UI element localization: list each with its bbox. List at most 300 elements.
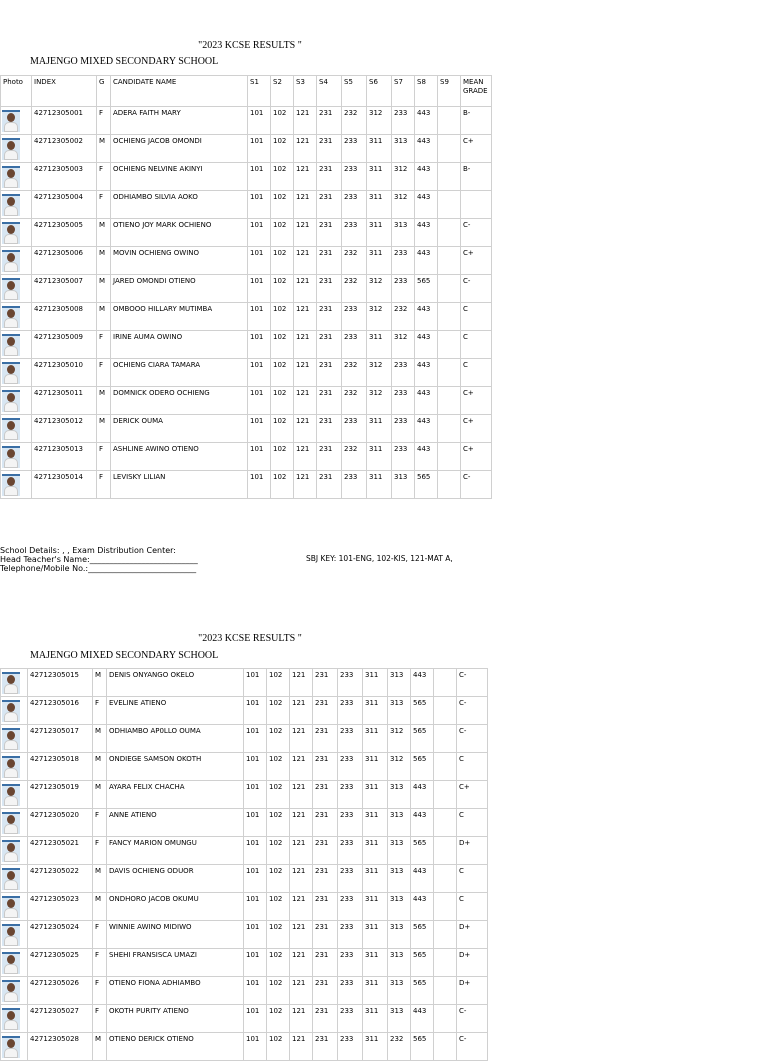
subject-cell-s2: 102 xyxy=(271,443,294,471)
photo-cell xyxy=(1,471,32,499)
subject-cell-s3: 121 xyxy=(290,669,313,697)
subject-cell-s9 xyxy=(438,387,461,415)
subject-cell-s5: 233 xyxy=(342,415,367,443)
mean-grade-cell: C- xyxy=(457,1005,488,1033)
mean-grade-cell: C xyxy=(461,303,492,331)
subject-cell-s5: 233 xyxy=(338,809,363,837)
subject-cell-s1: 101 xyxy=(244,893,267,921)
subject-cell-s6: 312 xyxy=(367,359,392,387)
subject-cell-s5: 233 xyxy=(338,781,363,809)
subject-cell-s8: 565 xyxy=(411,1033,434,1061)
index-cell: 42712305002 xyxy=(32,135,97,163)
subject-cell-s6: 312 xyxy=(367,107,392,135)
subject-cell-s1: 101 xyxy=(248,443,271,471)
subject-cell-s7: 233 xyxy=(392,275,415,303)
subject-cell-s5: 233 xyxy=(338,977,363,1005)
table-row xyxy=(1,107,492,135)
subject-cell-s5: 233 xyxy=(338,865,363,893)
mean-grade-cell: B- xyxy=(461,163,492,191)
candidate-name-cell: JARED OMONDI OTIENO xyxy=(111,275,248,303)
table-row xyxy=(1,809,488,837)
subject-cell-s5: 233 xyxy=(342,331,367,359)
gender-cell: F xyxy=(97,443,111,471)
subject-cell-s8: 443 xyxy=(415,191,438,219)
header-index: INDEX xyxy=(32,76,97,107)
subject-cell-s3: 121 xyxy=(294,443,317,471)
subject-cell-s5: 233 xyxy=(338,893,363,921)
subject-cell-s4: 231 xyxy=(317,359,342,387)
subject-cell-s7: 313 xyxy=(388,1005,411,1033)
gender-cell: M xyxy=(97,387,111,415)
subject-cell-s5: 232 xyxy=(342,443,367,471)
candidate-name-cell: LEVISKY LILIAN xyxy=(111,471,248,499)
candidate-name-cell: ONDIEGE SAMSON OKOTH xyxy=(107,753,244,781)
subject-cell-s6: 311 xyxy=(367,191,392,219)
subject-cell-s5: 233 xyxy=(338,753,363,781)
subject-cell-s8: 443 xyxy=(415,219,438,247)
gender-cell: M xyxy=(97,135,111,163)
photo-cell xyxy=(1,359,32,387)
subject-cell-s3: 121 xyxy=(290,837,313,865)
subject-cell-s7: 232 xyxy=(388,1033,411,1061)
subject-cell-s6: 312 xyxy=(367,303,392,331)
subject-cell-s4: 231 xyxy=(317,387,342,415)
table-row xyxy=(1,781,488,809)
candidate-name-cell: OTIENO JOY MARK OCHIENO xyxy=(111,219,248,247)
index-cell: 42712305013 xyxy=(32,443,97,471)
subject-cell-s4: 231 xyxy=(313,837,338,865)
school-name-1: MAJENGO MIXED SECONDARY SCHOOL xyxy=(30,56,219,67)
subject-cell-s6: 311 xyxy=(367,471,392,499)
header-s5: S5 xyxy=(342,76,367,107)
student-photo xyxy=(2,222,20,244)
subject-cell-s8: 565 xyxy=(411,753,434,781)
subject-cell-s6: 311 xyxy=(363,1005,388,1033)
subject-cell-s5: 232 xyxy=(342,247,367,275)
subject-cell-s8: 565 xyxy=(411,837,434,865)
subject-cell-s1: 101 xyxy=(248,191,271,219)
candidate-name-cell: ONDHORO JACOB OKUMU xyxy=(107,893,244,921)
gender-cell: F xyxy=(93,837,107,865)
subject-cell-s3: 121 xyxy=(294,247,317,275)
subject-cell-s2: 102 xyxy=(267,697,290,725)
gender-cell: F xyxy=(93,977,107,1005)
student-photo xyxy=(2,474,20,496)
subject-cell-s9 xyxy=(438,359,461,387)
subject-cell-s1: 101 xyxy=(244,809,267,837)
photo-cell xyxy=(1,781,28,809)
candidate-name-cell: OCHIENG JACOB OMONDI xyxy=(111,135,248,163)
gender-cell: M xyxy=(93,753,107,781)
subject-cell-s8: 565 xyxy=(415,275,438,303)
subject-cell-s3: 121 xyxy=(294,471,317,499)
subject-cell-s2: 102 xyxy=(267,725,290,753)
subject-cell-s7: 233 xyxy=(392,415,415,443)
gender-cell: F xyxy=(93,1005,107,1033)
table-row xyxy=(1,359,492,387)
subject-cell-s8: 443 xyxy=(415,443,438,471)
table-row xyxy=(1,387,492,415)
subject-cell-s2: 102 xyxy=(267,837,290,865)
subject-cell-s4: 231 xyxy=(313,809,338,837)
student-photo xyxy=(2,728,20,750)
student-photo xyxy=(2,700,20,722)
table-row xyxy=(1,865,488,893)
student-photo xyxy=(2,840,20,862)
subject-cell-s7: 312 xyxy=(392,191,415,219)
subject-cell-s4: 231 xyxy=(313,697,338,725)
photo-cell xyxy=(1,163,32,191)
subject-cell-s5: 233 xyxy=(338,837,363,865)
subject-cell-s6: 311 xyxy=(363,781,388,809)
subject-cell-s3: 121 xyxy=(294,387,317,415)
gender-cell: F xyxy=(97,359,111,387)
gender-cell: F xyxy=(93,697,107,725)
subject-cell-s4: 231 xyxy=(317,471,342,499)
subject-cell-s2: 102 xyxy=(271,387,294,415)
subject-cell-s3: 121 xyxy=(290,697,313,725)
index-cell: 42712305008 xyxy=(32,303,97,331)
table-row xyxy=(1,949,488,977)
subject-cell-s9 xyxy=(438,163,461,191)
header-photo: Photo xyxy=(1,76,32,107)
subject-cell-s1: 101 xyxy=(244,1005,267,1033)
table-row xyxy=(1,135,492,163)
subject-cell-s8: 565 xyxy=(411,697,434,725)
index-cell: 42712305001 xyxy=(32,107,97,135)
index-cell: 42712305011 xyxy=(32,387,97,415)
subject-cell-s5: 233 xyxy=(338,725,363,753)
subject-cell-s1: 101 xyxy=(248,219,271,247)
subject-cell-s2: 102 xyxy=(271,359,294,387)
subject-cell-s1: 101 xyxy=(244,725,267,753)
subject-cell-s3: 121 xyxy=(294,303,317,331)
subject-cell-s6: 312 xyxy=(367,275,392,303)
mean-grade-cell: C+ xyxy=(461,415,492,443)
subject-cell-s5: 232 xyxy=(342,387,367,415)
index-cell: 42712305028 xyxy=(28,1033,93,1061)
gender-cell: M xyxy=(93,893,107,921)
photo-cell xyxy=(1,893,28,921)
subject-cell-s3: 121 xyxy=(290,949,313,977)
gender-cell: M xyxy=(93,725,107,753)
subject-cell-s9 xyxy=(434,809,457,837)
subject-cell-s7: 313 xyxy=(388,865,411,893)
mean-grade-cell: B- xyxy=(461,107,492,135)
subject-cell-s4: 231 xyxy=(317,135,342,163)
subject-cell-s3: 121 xyxy=(294,359,317,387)
subject-cell-s1: 101 xyxy=(244,977,267,1005)
gender-cell: F xyxy=(97,331,111,359)
subject-cell-s5: 233 xyxy=(342,191,367,219)
table-row xyxy=(1,1005,488,1033)
student-photo xyxy=(2,166,20,188)
subject-cell-s8: 443 xyxy=(411,781,434,809)
subject-cell-s3: 121 xyxy=(290,893,313,921)
subject-cell-s2: 102 xyxy=(267,865,290,893)
subject-cell-s6: 311 xyxy=(363,753,388,781)
index-cell: 42712305018 xyxy=(28,753,93,781)
subject-cell-s2: 102 xyxy=(271,275,294,303)
subject-cell-s2: 102 xyxy=(267,753,290,781)
photo-cell xyxy=(1,753,28,781)
index-cell: 42712305006 xyxy=(32,247,97,275)
header-s7: S7 xyxy=(392,76,415,107)
gender-cell: F xyxy=(93,809,107,837)
photo-cell xyxy=(1,219,32,247)
photo-cell xyxy=(1,725,28,753)
subject-cell-s5: 232 xyxy=(342,359,367,387)
subject-cell-s9 xyxy=(434,753,457,781)
subject-cell-s2: 102 xyxy=(271,471,294,499)
subject-cell-s7: 233 xyxy=(392,443,415,471)
gender-cell: F xyxy=(97,191,111,219)
table-row xyxy=(1,443,492,471)
subject-cell-s2: 102 xyxy=(271,135,294,163)
mean-grade-cell: C+ xyxy=(461,443,492,471)
subject-cell-s6: 311 xyxy=(363,837,388,865)
gender-cell: M xyxy=(97,415,111,443)
mean-grade-cell: D+ xyxy=(457,949,488,977)
gender-cell: M xyxy=(97,219,111,247)
subject-cell-s2: 102 xyxy=(267,977,290,1005)
candidate-name-cell: ODHIAMBO AP0LLO OUMA xyxy=(107,725,244,753)
student-photo xyxy=(2,1008,20,1030)
candidate-name-cell: OKOTH PURITY ATIENO xyxy=(107,1005,244,1033)
subject-cell-s7: 313 xyxy=(388,669,411,697)
subject-cell-s2: 102 xyxy=(267,1033,290,1061)
gender-cell: M xyxy=(93,781,107,809)
subject-cell-s8: 443 xyxy=(415,163,438,191)
mean-grade-cell: D+ xyxy=(457,837,488,865)
subject-cell-s8: 443 xyxy=(415,107,438,135)
subject-cell-s4: 231 xyxy=(317,107,342,135)
photo-cell xyxy=(1,443,32,471)
photo-cell xyxy=(1,275,32,303)
head-teacher-line: Head Teacher's Name:___________________________ xyxy=(0,555,198,564)
table-row xyxy=(1,977,488,1005)
subject-cell-s3: 121 xyxy=(294,219,317,247)
mean-grade-cell xyxy=(461,191,492,219)
subject-cell-s1: 101 xyxy=(248,135,271,163)
subject-cell-s7: 313 xyxy=(388,949,411,977)
subject-cell-s4: 231 xyxy=(317,163,342,191)
mean-grade-cell: C+ xyxy=(457,781,488,809)
subject-cell-s4: 231 xyxy=(313,1033,338,1061)
student-photo xyxy=(2,110,20,132)
subject-cell-s9 xyxy=(434,1033,457,1061)
subject-cell-s1: 101 xyxy=(244,753,267,781)
subject-cell-s7: 233 xyxy=(392,387,415,415)
subject-cell-s6: 311 xyxy=(363,977,388,1005)
subject-cell-s9 xyxy=(438,303,461,331)
subject-cell-s8: 443 xyxy=(415,359,438,387)
subject-cell-s3: 121 xyxy=(290,1033,313,1061)
subject-cell-s9 xyxy=(434,669,457,697)
subject-cell-s6: 311 xyxy=(363,949,388,977)
table-row xyxy=(1,163,492,191)
subject-cell-s9 xyxy=(434,1005,457,1033)
student-photo xyxy=(2,306,20,328)
subject-cell-s1: 101 xyxy=(248,471,271,499)
header-gender: G xyxy=(97,76,111,107)
subject-cell-s9 xyxy=(438,415,461,443)
photo-cell xyxy=(1,809,28,837)
subject-cell-s7: 233 xyxy=(392,247,415,275)
subject-cell-s2: 102 xyxy=(267,1005,290,1033)
results-table-2 xyxy=(0,668,488,1061)
subject-cell-s6: 311 xyxy=(367,443,392,471)
mean-grade-cell: C- xyxy=(457,725,488,753)
mean-grade-cell: C xyxy=(457,809,488,837)
subject-cell-s7: 313 xyxy=(388,697,411,725)
photo-cell xyxy=(1,415,32,443)
photo-cell xyxy=(1,331,32,359)
candidate-name-cell: DOMNICK ODERO OCHIENG xyxy=(111,387,248,415)
subject-cell-s8: 443 xyxy=(411,809,434,837)
school-details-line: School Details: , , Exam Distribution Center: xyxy=(0,546,176,555)
subject-cell-s2: 102 xyxy=(271,247,294,275)
subject-cell-s1: 101 xyxy=(248,107,271,135)
subject-cell-s9 xyxy=(438,331,461,359)
candidate-name-cell: OTIENO DERICK OTIENO xyxy=(107,1033,244,1061)
student-photo xyxy=(2,672,20,694)
subject-cell-s4: 231 xyxy=(317,443,342,471)
subject-cell-s2: 102 xyxy=(271,303,294,331)
subject-cell-s9 xyxy=(438,471,461,499)
subject-cell-s7: 233 xyxy=(392,359,415,387)
header-s3: S3 xyxy=(294,76,317,107)
candidate-name-cell: ODHIAMBO SILVIA AOKO xyxy=(111,191,248,219)
subject-cell-s1: 101 xyxy=(244,781,267,809)
photo-cell xyxy=(1,1005,28,1033)
subject-cell-s1: 101 xyxy=(248,359,271,387)
student-photo xyxy=(2,446,20,468)
mean-grade-cell: C+ xyxy=(461,387,492,415)
candidate-name-cell: EVELINE ATIENO xyxy=(107,697,244,725)
subject-cell-s1: 101 xyxy=(244,921,267,949)
subject-cell-s3: 121 xyxy=(290,725,313,753)
candidate-name-cell: DERICK OUMA xyxy=(111,415,248,443)
subject-cell-s6: 311 xyxy=(363,809,388,837)
student-photo xyxy=(2,250,20,272)
candidate-name-cell: OCHIENG NELVINE AKINYI xyxy=(111,163,248,191)
subject-cell-s6: 311 xyxy=(363,1033,388,1061)
index-cell: 42712305014 xyxy=(32,471,97,499)
mean-grade-cell: C xyxy=(457,753,488,781)
subject-cell-s5: 233 xyxy=(338,921,363,949)
subject-cell-s2: 102 xyxy=(267,809,290,837)
subject-cell-s2: 102 xyxy=(271,219,294,247)
candidate-name-cell: IRINE AUMA OWINO xyxy=(111,331,248,359)
subject-cell-s2: 102 xyxy=(271,191,294,219)
gender-cell: M xyxy=(97,303,111,331)
subject-cell-s6: 311 xyxy=(363,669,388,697)
subject-cell-s3: 121 xyxy=(294,107,317,135)
gender-cell: M xyxy=(97,247,111,275)
subject-cell-s1: 101 xyxy=(248,275,271,303)
subject-cell-s8: 443 xyxy=(411,865,434,893)
subject-cell-s9 xyxy=(434,837,457,865)
header-s4: S4 xyxy=(317,76,342,107)
student-photo xyxy=(2,418,20,440)
student-photo xyxy=(2,278,20,300)
header-s9: S9 xyxy=(438,76,461,107)
header-s1: S1 xyxy=(248,76,271,107)
subject-cell-s8: 565 xyxy=(415,471,438,499)
subject-cell-s1: 101 xyxy=(244,1033,267,1061)
subject-cell-s2: 102 xyxy=(267,949,290,977)
candidate-name-cell: WINNIE AWINO MIDIWO xyxy=(107,921,244,949)
subject-cell-s7: 312 xyxy=(388,725,411,753)
candidate-name-cell: SHEHI FRANSISCA UMAZI xyxy=(107,949,244,977)
subject-cell-s6: 311 xyxy=(367,163,392,191)
candidate-name-cell: OCHIENG CIARA TAMARA xyxy=(111,359,248,387)
photo-cell xyxy=(1,865,28,893)
subject-cell-s3: 121 xyxy=(290,809,313,837)
subject-cell-s6: 311 xyxy=(363,921,388,949)
photo-cell xyxy=(1,1033,28,1061)
gender-cell: F xyxy=(97,471,111,499)
page-title-2: "2023 KCSE RESULTS " xyxy=(198,633,302,644)
results-table-1 xyxy=(0,75,492,499)
subject-cell-s5: 233 xyxy=(338,697,363,725)
subject-cell-s7: 313 xyxy=(392,135,415,163)
subject-cell-s3: 121 xyxy=(294,415,317,443)
subject-cell-s3: 121 xyxy=(290,753,313,781)
candidate-name-cell: AYARA FELIX CHACHA xyxy=(107,781,244,809)
subject-cell-s2: 102 xyxy=(271,415,294,443)
subject-cell-s4: 231 xyxy=(317,415,342,443)
index-cell: 42712305009 xyxy=(32,331,97,359)
subject-cell-s4: 231 xyxy=(317,247,342,275)
subject-cell-s8: 565 xyxy=(411,725,434,753)
student-photo xyxy=(2,980,20,1002)
photo-cell xyxy=(1,107,32,135)
subject-cell-s7: 313 xyxy=(388,837,411,865)
subject-cell-s3: 121 xyxy=(294,163,317,191)
mean-grade-cell: C- xyxy=(457,1033,488,1061)
mean-grade-cell: C xyxy=(461,359,492,387)
index-cell: 42712305021 xyxy=(28,837,93,865)
subject-cell-s7: 233 xyxy=(392,107,415,135)
index-cell: 42712305010 xyxy=(32,359,97,387)
student-photo xyxy=(2,784,20,806)
subject-cell-s9 xyxy=(434,949,457,977)
subject-cell-s7: 313 xyxy=(388,921,411,949)
subject-cell-s2: 102 xyxy=(267,669,290,697)
subject-cell-s4: 231 xyxy=(317,275,342,303)
subject-cell-s4: 231 xyxy=(317,191,342,219)
subject-cell-s9 xyxy=(434,865,457,893)
subject-cell-s5: 232 xyxy=(342,107,367,135)
subject-cell-s1: 101 xyxy=(244,837,267,865)
subject-cell-s7: 313 xyxy=(392,219,415,247)
subject-cell-s9 xyxy=(438,443,461,471)
mean-grade-cell: C- xyxy=(461,275,492,303)
index-cell: 42712305003 xyxy=(32,163,97,191)
subject-cell-s1: 101 xyxy=(248,331,271,359)
subject-cell-s2: 102 xyxy=(267,781,290,809)
subject-cell-s9 xyxy=(438,247,461,275)
subject-cell-s9 xyxy=(434,921,457,949)
index-cell: 42712305004 xyxy=(32,191,97,219)
subject-cell-s4: 231 xyxy=(317,219,342,247)
photo-cell xyxy=(1,697,28,725)
subject-cell-s9 xyxy=(438,135,461,163)
index-cell: 42712305016 xyxy=(28,697,93,725)
index-cell: 42712305023 xyxy=(28,893,93,921)
